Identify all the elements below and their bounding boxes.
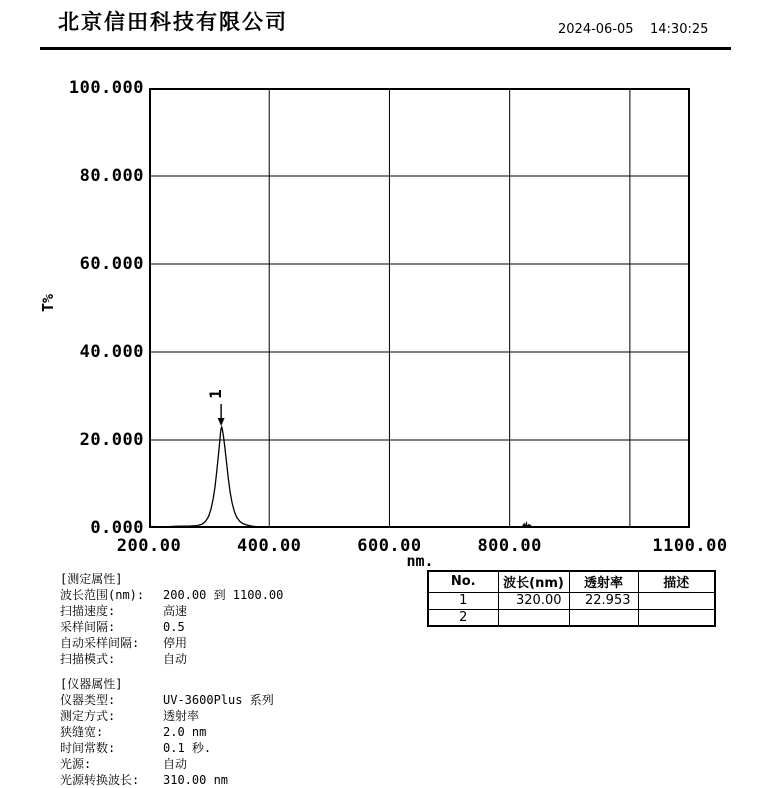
property-row (60, 708, 420, 724)
property-row (60, 587, 420, 603)
properties-section-title: [测定属性] (60, 572, 123, 586)
properties-section-title: [仪器属性] (60, 677, 123, 691)
peak-value-cell: 22.953 (569, 592, 638, 609)
property-row (60, 692, 420, 708)
property-value: 停用 (163, 636, 188, 650)
property-label: 测定方式: (60, 709, 116, 723)
property-label: 狭缝宽: (60, 725, 104, 739)
property-value: 200.00 到 1100.00 (163, 588, 284, 602)
property-row (60, 756, 420, 772)
peak-arrow-head (218, 418, 225, 426)
peak-table-col-header: 透射率 (569, 571, 638, 592)
plot-border (150, 89, 689, 527)
peak-no-cell: 1 (428, 592, 498, 609)
property-row (60, 635, 420, 651)
property-label: 光源: (60, 757, 92, 771)
y-axis-title: T% (39, 293, 57, 313)
peak-label: 1 (206, 389, 226, 399)
y-axis-tick-label: 80.000 (79, 166, 144, 186)
x-axis-tick-label: 600.00 (357, 536, 422, 556)
peak-table-row (428, 609, 715, 626)
peak-table (427, 570, 716, 627)
property-label: 仪器类型: (60, 693, 116, 707)
property-value: UV-3600Plus 系列 (163, 693, 274, 707)
property-label: 扫描速度: (60, 604, 116, 618)
property-row (60, 724, 420, 740)
peak-table-row (428, 592, 715, 609)
peak-table-header (428, 571, 715, 592)
spectrum-curve (149, 427, 690, 528)
plot-area (149, 88, 690, 528)
x-axis-tick-label: 1100.00 (652, 536, 728, 556)
property-value: 高速 (163, 604, 188, 618)
measurement-properties (60, 571, 420, 667)
property-label: 光源转换波长: (60, 773, 140, 787)
instrument-properties (60, 676, 420, 788)
peak-table-body (428, 592, 715, 626)
header-divider (40, 47, 731, 50)
company-name: 北京信田科技有限公司 (58, 10, 288, 34)
property-value: 自动 (163, 757, 188, 771)
property-label: 自动采样间隔: (60, 636, 140, 650)
peak-value-cell (638, 609, 715, 626)
property-value: 透射率 (163, 709, 200, 723)
property-row (60, 603, 420, 619)
peak-no-cell: 2 (428, 609, 498, 626)
x-axis-tick-label: 200.00 (116, 536, 182, 556)
property-label: 时间常数: (60, 741, 116, 755)
x-axis-tick-label: 800.00 (477, 536, 542, 556)
peak-table-col-header: No. (428, 571, 498, 592)
y-axis-tick-label: 0.000 (90, 518, 144, 538)
peak-table-col-header: 描述 (638, 571, 715, 592)
property-value: 0.1 秒. (163, 741, 212, 755)
property-value: 0.5 (163, 620, 185, 634)
report-time: 14:30:25 (650, 22, 709, 37)
peak-value-cell (638, 592, 715, 609)
property-row (60, 772, 420, 788)
property-row (60, 619, 420, 635)
property-label: 采样间隔: (60, 620, 116, 634)
peak-value-cell (498, 609, 569, 626)
property-row (60, 740, 420, 756)
x-axis-unit-label: nm. (406, 552, 434, 570)
property-row (60, 651, 420, 667)
peak-value-cell: 320.00 (498, 592, 569, 609)
y-axis-tick-label: 60.000 (79, 254, 144, 274)
spectrum-chart (149, 88, 690, 528)
y-axis-tick-label: 20.000 (79, 430, 144, 450)
y-axis-tick-label: 40.000 (79, 342, 144, 362)
property-label: 波长范围(nm): (60, 588, 145, 602)
x-axis-tick-label: 400.00 (237, 536, 302, 556)
peak-value-cell (569, 609, 638, 626)
property-value: 310.00 nm (163, 773, 229, 787)
report-date: 2024-06-05 (558, 22, 634, 37)
peak-table-col-header: 波长(nm) (498, 571, 569, 592)
y-axis-tick-label: 100.000 (68, 78, 144, 98)
property-label: 扫描模式: (60, 652, 116, 666)
property-value: 2.0 nm (163, 725, 207, 739)
property-value: 自动 (163, 652, 188, 666)
